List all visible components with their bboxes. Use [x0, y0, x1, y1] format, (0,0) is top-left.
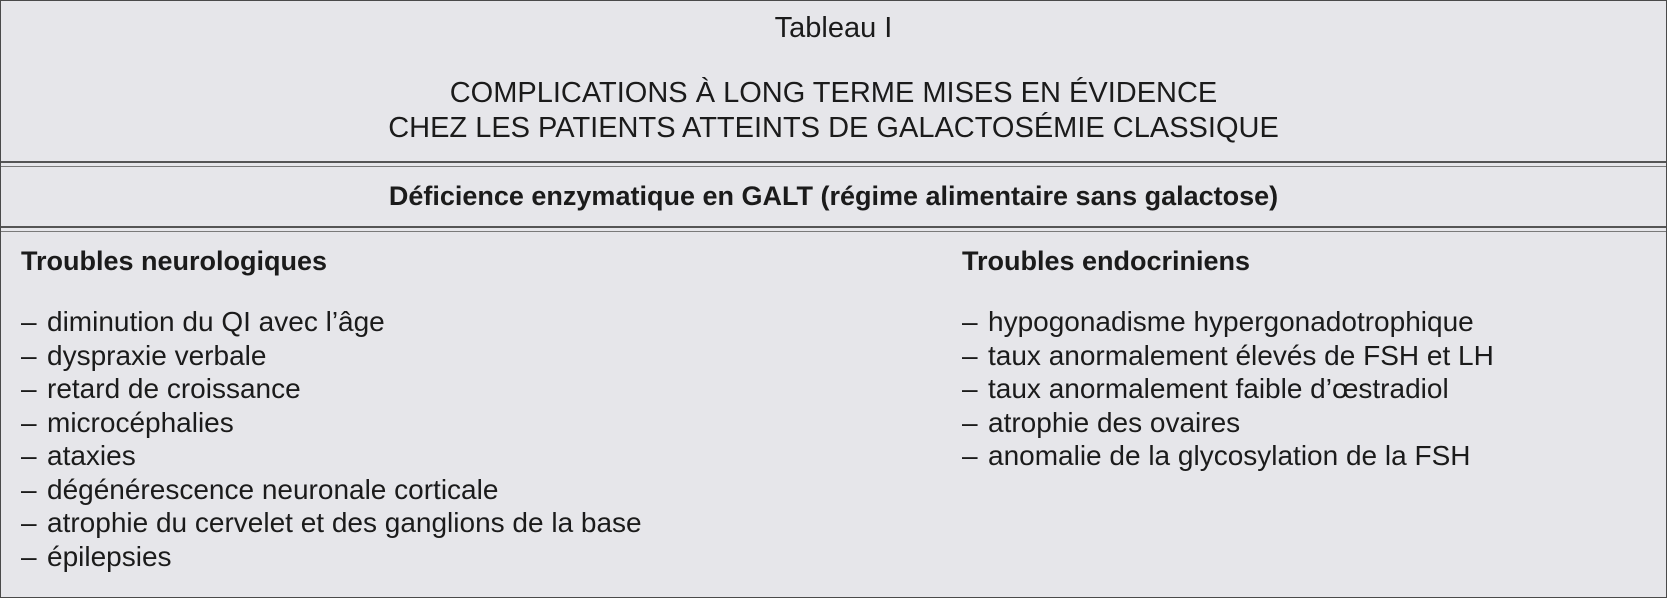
caption-divider-bottom: [1, 166, 1666, 167]
column-heading-endocrine: Troubles endocriniens: [962, 246, 1251, 276]
subheader-divider-top: [1, 226, 1666, 228]
list-item-text: atrophie des ovaires: [988, 406, 1241, 438]
list-item-text: hypogonadisme hypergonadotrophique: [988, 306, 1474, 337]
bullet-dash: –: [21, 507, 37, 538]
list-item-text: taux anormalement élevés de FSH et LH: [988, 339, 1494, 371]
bullet-dash: –: [962, 406, 978, 438]
caption-divider-top: [1, 161, 1666, 163]
list-item: [21, 339, 921, 373]
list-endocrine: [962, 305, 1642, 473]
list-item: [21, 473, 921, 507]
list-neurological: [21, 305, 921, 573]
table-title: [1, 76, 1666, 146]
list-item: [21, 540, 921, 574]
list-item: [21, 305, 921, 339]
list-item-text: diminution du QI avec l’âge: [47, 306, 385, 337]
list-item: [21, 439, 921, 473]
bullet-dash: –: [962, 339, 978, 371]
list-item: [962, 372, 1642, 406]
bullet-dash: –: [21, 540, 37, 572]
list-item: [21, 372, 921, 406]
list-item-text: dyspraxie verbale: [47, 339, 267, 371]
bullet-dash: –: [21, 306, 37, 337]
bullet-dash: –: [21, 473, 37, 505]
bullet-dash: –: [21, 440, 37, 471]
list-item: [21, 406, 921, 440]
list-item-text: ataxies: [47, 440, 136, 471]
list-item-text: anomalie de la glycosylation de la FSH: [988, 440, 1471, 471]
bullet-dash: –: [962, 306, 978, 337]
list-item: [21, 506, 921, 540]
table-title-line-2: CHEZ LES PATIENTS ATTEINTS DE GALACTOSÉMIE CLASSIQUE: [388, 112, 1279, 144]
list-item-text: retard de croissance: [47, 373, 301, 404]
bullet-dash: –: [21, 373, 37, 404]
column-neurological: [21, 241, 921, 573]
bullet-dash: –: [962, 440, 978, 471]
list-item: [962, 406, 1642, 440]
subheader-divider-bottom: [1, 231, 1666, 232]
column-endocrine: [962, 241, 1642, 473]
list-item: [962, 339, 1642, 373]
table-title-line-1: COMPLICATIONS À LONG TERME MISES EN ÉVIDENCE: [449, 77, 1218, 109]
table-label: Tableau I: [774, 12, 893, 44]
bullet-dash: –: [21, 406, 37, 438]
column-heading-neurological: Troubles neurologiques: [21, 246, 328, 276]
list-item-text: taux anormalement faible d’œstradiol: [988, 373, 1449, 404]
bullet-dash: –: [21, 339, 37, 371]
table-subheader: Déficience enzymatique en GALT (régime alimentaire sans galactose): [388, 181, 1279, 211]
table-caption: [1, 1, 1666, 163]
bullet-dash: –: [962, 373, 978, 404]
list-item-text: dégénérescence neuronale corticale: [47, 473, 499, 505]
list-item-text: microcéphalies: [47, 406, 234, 438]
list-item-text: épilepsies: [47, 540, 172, 572]
list-item: [962, 305, 1642, 339]
list-item-text: atrophie du cervelet et des ganglions de la base: [47, 507, 642, 538]
list-item: [962, 439, 1642, 473]
